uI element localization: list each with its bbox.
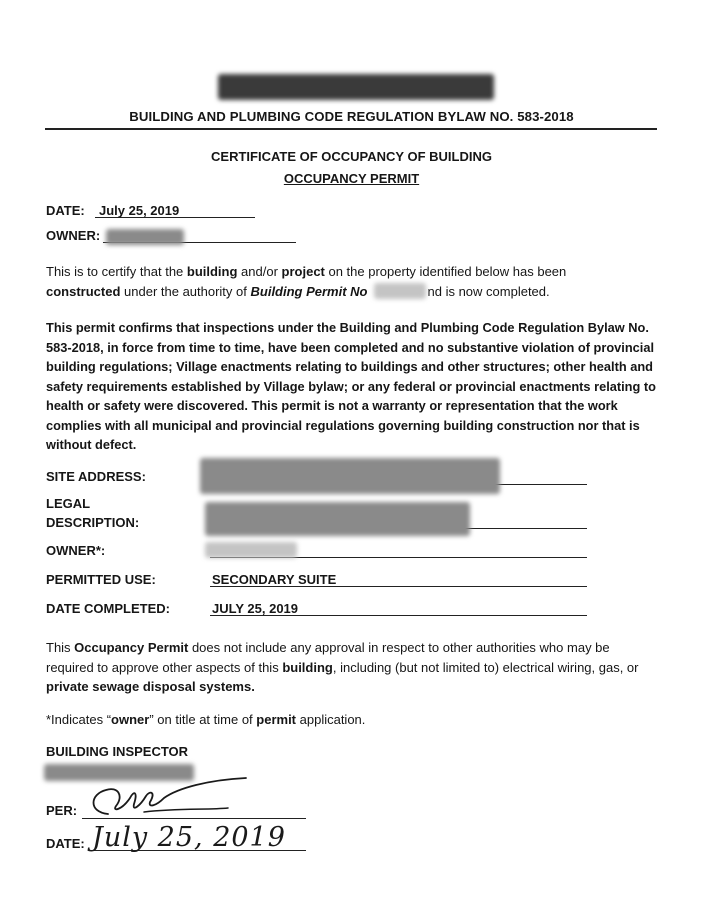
building-inspector-label: BUILDING INSPECTOR	[46, 744, 189, 759]
date-completed-value: JULY 25, 2019	[212, 601, 299, 616]
redacted-owner-name	[106, 229, 184, 245]
redacted-permit-number	[374, 283, 426, 299]
certification-paragraph: This is to certify that the building and/or project on the property identified below has been constructed under the authority of Building Permit No nd is now completed.	[46, 264, 567, 299]
date-label: DATE:	[46, 203, 85, 218]
permitted-use-value: SECONDARY SUITE	[212, 572, 337, 587]
owner-star-label: OWNER*:	[46, 543, 106, 558]
handwritten-date: July 25, 2019	[92, 822, 286, 853]
redacted-owner-star	[205, 542, 297, 558]
redacted-site-address	[200, 458, 500, 494]
permit-title	[0, 171, 703, 186]
disclaimer-paragraph: This Occupancy Permit does not include any approval in respect to other authorities who may be required to approve other aspects of this building, including (but not limited to) electrical wiring, gas, or private sewage disposal systems.	[46, 640, 639, 694]
site-address-label: SITE ADDRESS:	[46, 469, 146, 484]
owner-footnote: *Indicates “owner” on title at time of permit application.	[46, 712, 366, 727]
redacted-legal-description	[205, 502, 470, 536]
header-divider	[45, 128, 657, 130]
date-value: July 25, 2019	[99, 203, 180, 218]
confirmation-paragraph: This permit confirms that inspections under the Building and Plumbing Code Regulation Bylaw No. 583-2018, in force from time to time, have been completed and no substantive violation of provincial building regulations; Village enactments relating to buildings and other structures; other health and safety requirements established by Village bylaw; or any federal or provincial enactments relating to health or safety were discovered. This permit is not a warranty or representation that the work complies with all municipal and provincial regulations governing building construction nor that is without defect.	[46, 320, 656, 452]
per-label: PER:	[46, 803, 78, 818]
certificate-title: CERTIFICATE OF OCCUPANCY OF BUILDING	[211, 149, 492, 164]
bylaw-title: BUILDING AND PLUMBING CODE REGULATION BYLAW NO. 583-2018	[129, 109, 574, 124]
owner-label: OWNER:	[46, 228, 101, 243]
redacted-logo	[218, 74, 494, 100]
permitted-use-label: PERMITTED USE:	[46, 572, 156, 587]
permit-title-text: OCCUPANCY PERMIT	[283, 171, 420, 186]
date-completed-label: DATE COMPLETED:	[46, 601, 170, 616]
signoff-date-label: DATE:	[46, 836, 85, 851]
legal-label-2: DESCRIPTION:	[46, 515, 140, 530]
legal-label-1: LEGAL	[46, 496, 91, 511]
inspector-signature	[78, 772, 258, 822]
